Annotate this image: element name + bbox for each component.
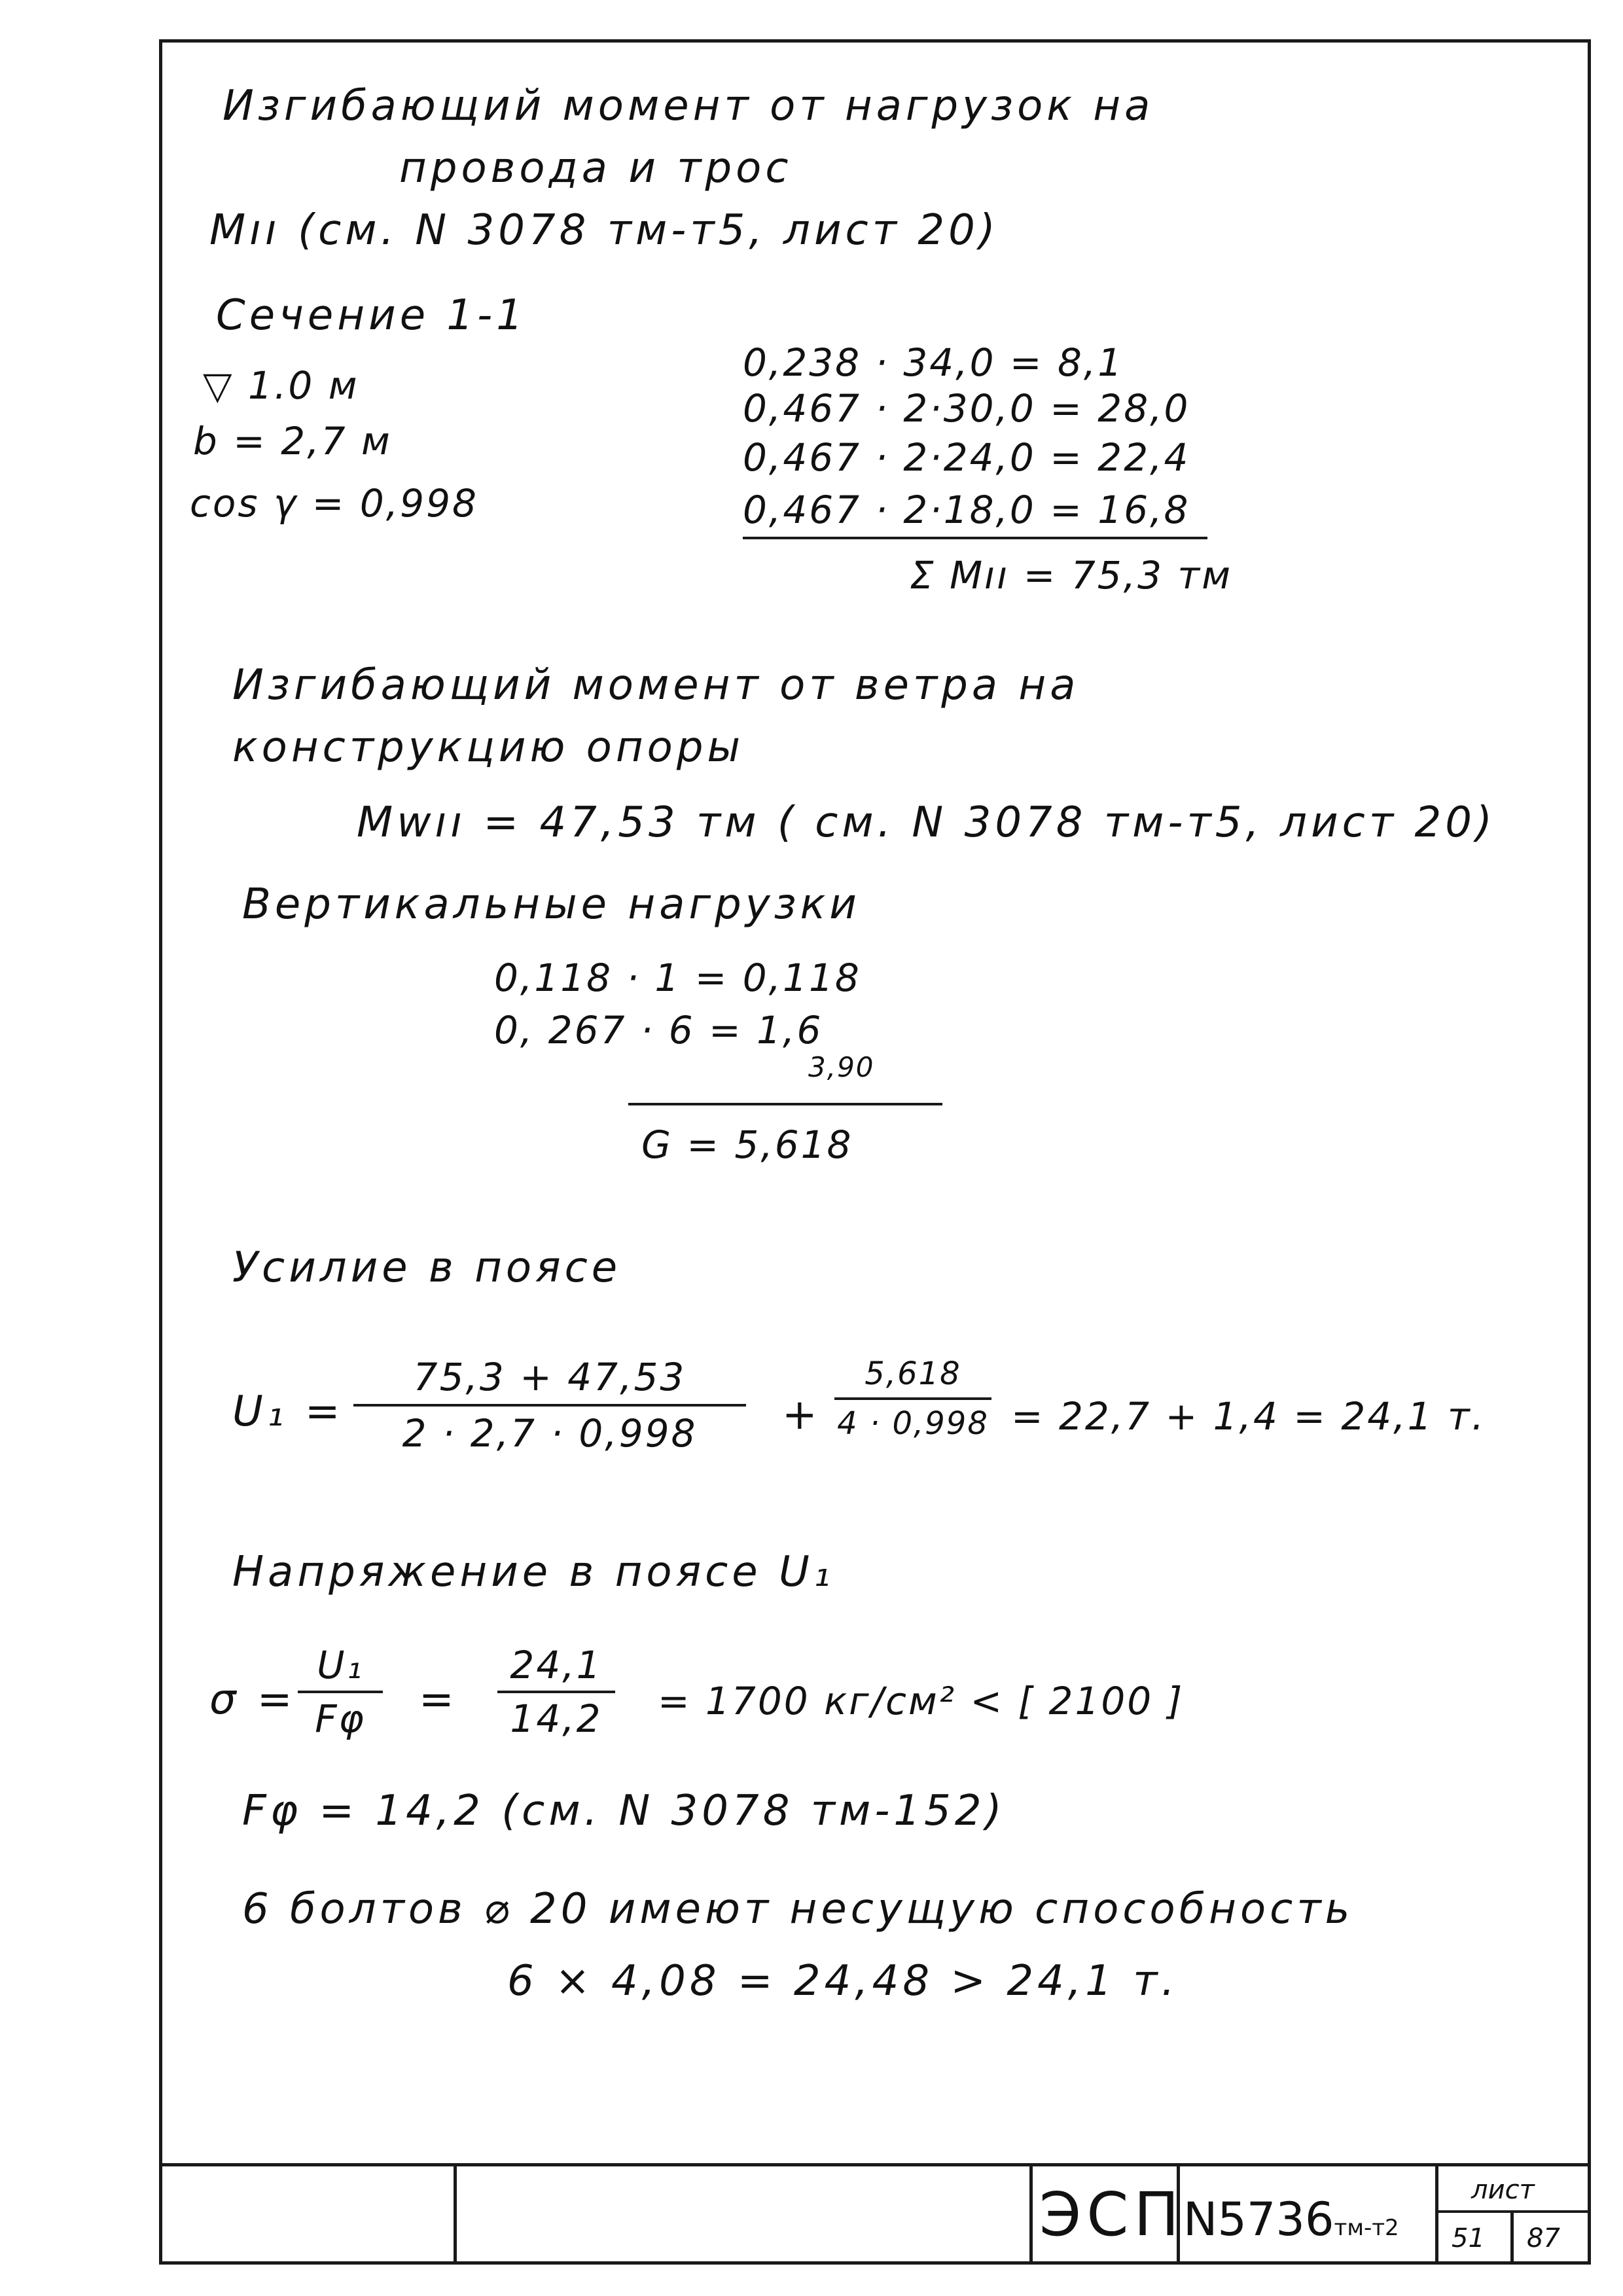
calc1-row-3: 0,467 · 2·24,0 = 22,4 bbox=[743, 435, 1190, 480]
section5-rhs: = 1700 кг/см² < [ 2100 ] bbox=[658, 1679, 1185, 1723]
calc1-row-2: 0,467 · 2·30,0 = 28,0 bbox=[743, 386, 1190, 431]
section4-frac1-bar bbox=[353, 1404, 746, 1407]
section5-num2: 24,1 bbox=[510, 1643, 603, 1687]
section5-fraction-1 bbox=[298, 1643, 383, 1741]
section4-fraction-1 bbox=[353, 1355, 746, 1456]
section4-num1: 75,3 + 47,53 bbox=[413, 1355, 687, 1399]
title-block-divider-1 bbox=[454, 2163, 457, 2265]
title-block-divider-4 bbox=[1435, 2163, 1438, 2265]
section4-plus: + bbox=[782, 1391, 821, 1439]
sheet-total: 87 bbox=[1527, 2223, 1560, 2253]
section4-fraction-2 bbox=[834, 1355, 991, 1442]
section4-title: Усилие в поясе bbox=[232, 1244, 622, 1292]
section2-title-line2: конструкцию опоры bbox=[232, 723, 744, 772]
section2-title-line1: Изгибающий момент от ветра на bbox=[232, 661, 1080, 709]
sheet-label: лист bbox=[1471, 2175, 1535, 2205]
section4-num2: 5,618 bbox=[865, 1355, 961, 1392]
section1-ref: Мıı (см. N 3078 тм-т5, лист 20) bbox=[209, 206, 999, 255]
section1-title-line2: провода и трос bbox=[399, 144, 793, 192]
section5-frac2-bar bbox=[497, 1691, 615, 1693]
doc-code-suffix: тм-т2 bbox=[1334, 2215, 1399, 2241]
section3-row-2: 0, 267 · 6 = 1,6 bbox=[494, 1008, 823, 1052]
section4-den1: 2 · 2,7 · 0,998 bbox=[402, 1411, 698, 1456]
section5-bolts-calc: 6 × 4,08 = 24,48 > 24,1 т. bbox=[507, 1957, 1179, 2005]
section4-lhs: U₁ = bbox=[232, 1388, 344, 1436]
section5-num1: U₁ bbox=[317, 1643, 364, 1687]
calc1-total: Σ Мıı = 75,3 тм bbox=[910, 553, 1232, 598]
cut-cos: cos γ = 0,998 bbox=[190, 481, 478, 526]
section5-fraction-2 bbox=[497, 1643, 615, 1741]
section5-title: Напряжение в поясе U₁ bbox=[232, 1548, 834, 1596]
sheet-number: 51 bbox=[1452, 2223, 1485, 2253]
section5-lhs: σ = bbox=[209, 1676, 296, 1724]
section5-den1: Fφ bbox=[315, 1696, 366, 1741]
section3-extra: 3,90 bbox=[808, 1051, 875, 1083]
section2-moment: Мwıı = 47,53 тм ( см. N 3078 тм-т5, лист 20) bbox=[357, 798, 1496, 847]
section1-title-line1: Изгибающий момент от нагрузок на bbox=[223, 82, 1154, 130]
title-block-top-line bbox=[159, 2163, 1591, 2166]
title-block-sheet-vline bbox=[1510, 2210, 1514, 2265]
doc-code bbox=[1183, 2193, 1399, 2246]
cut-width: b = 2,7 м bbox=[193, 419, 392, 463]
doc-code-main: N5736 bbox=[1183, 2193, 1334, 2246]
calc1-row-1: 0,238 · 34,0 = 8,1 bbox=[743, 340, 1124, 385]
cut-label: Сечение 1-1 bbox=[216, 291, 527, 340]
calc1-sum-line bbox=[743, 537, 1207, 539]
section5-frac1-bar bbox=[298, 1691, 383, 1693]
section4-den2: 4 · 0,998 bbox=[837, 1405, 989, 1442]
section5-fphi: Fφ = 14,2 (см. N 3078 тм-152) bbox=[242, 1787, 1006, 1835]
section3-row-1: 0,118 · 1 = 0,118 bbox=[494, 956, 861, 1000]
section5-bolts: 6 болтов ⌀ 20 имеют несущую способность bbox=[242, 1885, 1354, 1933]
title-block bbox=[159, 2163, 1591, 2265]
section5-eq1: = bbox=[419, 1676, 458, 1724]
calc1-row-4: 0,467 · 2·18,0 = 16,8 bbox=[743, 488, 1190, 532]
title-block-divider-2 bbox=[1029, 2163, 1033, 2265]
cut-level: ▽ 1.0 м bbox=[203, 363, 359, 408]
section4-rhs: = 22,7 + 1,4 = 24,1 т. bbox=[1011, 1394, 1486, 1439]
section5-den2: 14,2 bbox=[510, 1696, 603, 1741]
section3-sum-line bbox=[628, 1103, 942, 1105]
org-code: ЭСП bbox=[1039, 2179, 1185, 2250]
section3-total: G = 5,618 bbox=[641, 1122, 853, 1167]
section4-frac2-bar bbox=[834, 1397, 991, 1400]
section3-title: Вертикальные нагрузки bbox=[242, 880, 861, 929]
